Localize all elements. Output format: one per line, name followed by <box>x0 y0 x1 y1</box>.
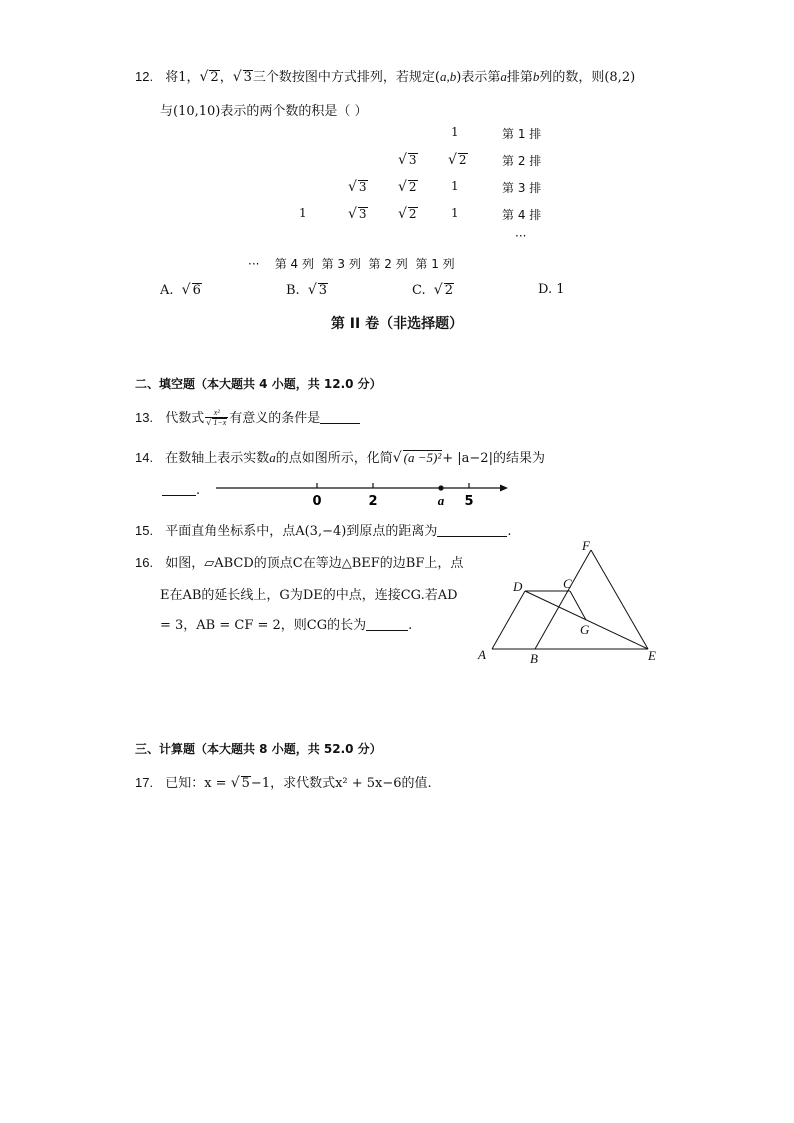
sqrt-icon: √ <box>232 69 242 85</box>
q16-text: . <box>408 618 413 633</box>
q12-var: b <box>532 69 540 84</box>
q14-text: + |a−2|的结果为 <box>442 451 545 466</box>
grid-cell: 1 <box>299 206 307 220</box>
grid-cell: √ 2 <box>398 179 417 195</box>
arrow-icon <box>500 485 508 492</box>
q17-text: −1，求代数式x² + 5x−6的值. <box>250 776 432 791</box>
option-a[interactable] <box>160 282 202 298</box>
q12-text: )表示第 <box>456 70 501 85</box>
grid-cell: √ 3 <box>348 179 367 195</box>
grid-cell: √ 3 <box>348 206 367 222</box>
answer-blank[interactable] <box>162 495 196 496</box>
sqrt-icon: √ <box>199 69 209 85</box>
point-a <box>438 485 443 490</box>
q16-text: 如图，▱ABCD的顶点C在等边△BEF的边BF上，点 <box>165 556 464 571</box>
q12-line2: 与(10,10)表示的两个数的积是（ ） <box>160 104 368 119</box>
radicand: 6 <box>192 283 201 298</box>
row-label: 第 3 排 <box>502 181 542 195</box>
q14-text: 的点如图所示，化简 <box>275 451 393 466</box>
q12-line1 <box>135 66 635 85</box>
radicand: 2 <box>210 70 219 85</box>
q14 <box>135 447 545 466</box>
q12-text: 排第 <box>506 70 533 85</box>
q16-line3 <box>160 614 412 633</box>
question-number: 13. <box>135 410 154 425</box>
radicand: 5 <box>241 776 250 791</box>
tick-label: 2 <box>368 494 378 509</box>
q14-text: 在数轴上表示实数 <box>165 451 270 466</box>
answer-blank[interactable] <box>320 423 360 424</box>
section-heading: 三、计算题（本大题共 8 小题，共 52.0 分） <box>135 742 382 756</box>
geometry-figure <box>474 538 666 670</box>
question-number: 12. <box>135 69 154 84</box>
tick-label: 0 <box>312 494 322 509</box>
option-c-label: C. <box>412 283 426 298</box>
sqrt-icon: √ <box>307 282 317 298</box>
segment-fe <box>591 550 648 649</box>
option-a-label: A. <box>160 283 174 298</box>
number-line <box>212 476 512 510</box>
option-d[interactable]: D. 1 <box>538 282 565 297</box>
tick-label: a <box>437 493 445 508</box>
grid-cell: √ 2 <box>448 152 467 168</box>
q12-text: ， <box>219 70 233 85</box>
q13-text: 代数式 <box>165 411 205 426</box>
tick-label: 5 <box>464 494 474 509</box>
radicand: 2 <box>444 283 453 298</box>
section-heading: 二、填空题（本大题共 4 小题，共 12.0 分） <box>135 377 382 391</box>
grid-cell: 1 <box>451 179 459 193</box>
q12-text: 三个数按图中方式排列，若规定( <box>252 70 440 85</box>
vertical-dots: ··· <box>515 229 527 243</box>
point-label: G <box>580 622 590 637</box>
question-number: 15. <box>135 523 154 538</box>
row-label: 第 1 排 <box>502 127 542 141</box>
q15 <box>135 520 511 539</box>
q13-text: 有意义的条件是 <box>229 411 321 426</box>
grid-cell: 1 <box>451 206 459 220</box>
radicand: (a −5)² <box>403 450 442 465</box>
part-title: 第 II 卷（非选择题） <box>330 316 464 332</box>
q14-answer: . <box>162 483 200 498</box>
q17 <box>135 772 432 791</box>
q12-text: 列的数，则(8,2) <box>539 70 636 85</box>
q16-line1 <box>135 552 463 571</box>
q16-line2: E在AB的延长线上，G为DE的中点，连接CG.若AD <box>160 588 458 603</box>
option-c[interactable] <box>412 282 454 298</box>
option-b[interactable] <box>286 282 328 298</box>
question-number: 16. <box>135 555 154 570</box>
question-number: 14. <box>135 450 154 465</box>
question-number: 17. <box>135 775 154 790</box>
grid-cell: 1 <box>451 125 459 139</box>
point-label: C <box>563 576 572 591</box>
q14-var: a <box>269 450 276 465</box>
segment-de <box>525 591 648 649</box>
column-footer: ··· 第 4 列 第 3 列 第 2 列 第 1 列 <box>248 257 455 271</box>
point-label: D <box>513 579 523 594</box>
answer-blank[interactable] <box>366 630 408 631</box>
q15-text: 平面直角坐标系中，点A(3,−4)到原点的距离为 <box>165 524 438 539</box>
grid-cell: √ 3 <box>398 152 417 168</box>
q16-text: = 3，AB = CF = 2，则CG的长为 <box>160 618 367 633</box>
sqrt-icon: √ <box>392 450 402 466</box>
q13 <box>135 407 360 428</box>
point-label: A <box>478 647 486 662</box>
row-label: 第 4 排 <box>502 208 542 222</box>
sqrt-icon: √ <box>433 282 443 298</box>
sqrt-icon: √ <box>230 775 240 791</box>
radicand: 3 <box>318 283 328 298</box>
q12-var: a,b <box>440 69 457 84</box>
option-b-label: B. <box>286 283 300 298</box>
q17-text: 已知：x = <box>165 776 231 791</box>
point-label: B <box>530 651 538 666</box>
q12-text: 将1， <box>165 70 200 85</box>
point-label: E <box>648 648 656 663</box>
row-label: 第 2 排 <box>502 154 542 168</box>
answer-blank[interactable] <box>437 536 507 537</box>
point-label: F <box>582 538 590 553</box>
sqrt-icon: √ <box>181 282 191 298</box>
fraction: $\frac{\text{x²}}{√ 1-x}$ <box>206 408 227 428</box>
q12-var: a <box>500 69 507 84</box>
segment-ad <box>492 591 525 649</box>
q15-text: . <box>507 524 512 539</box>
grid-cell: √ 2 <box>398 206 417 222</box>
radicand: 3 <box>243 70 252 85</box>
